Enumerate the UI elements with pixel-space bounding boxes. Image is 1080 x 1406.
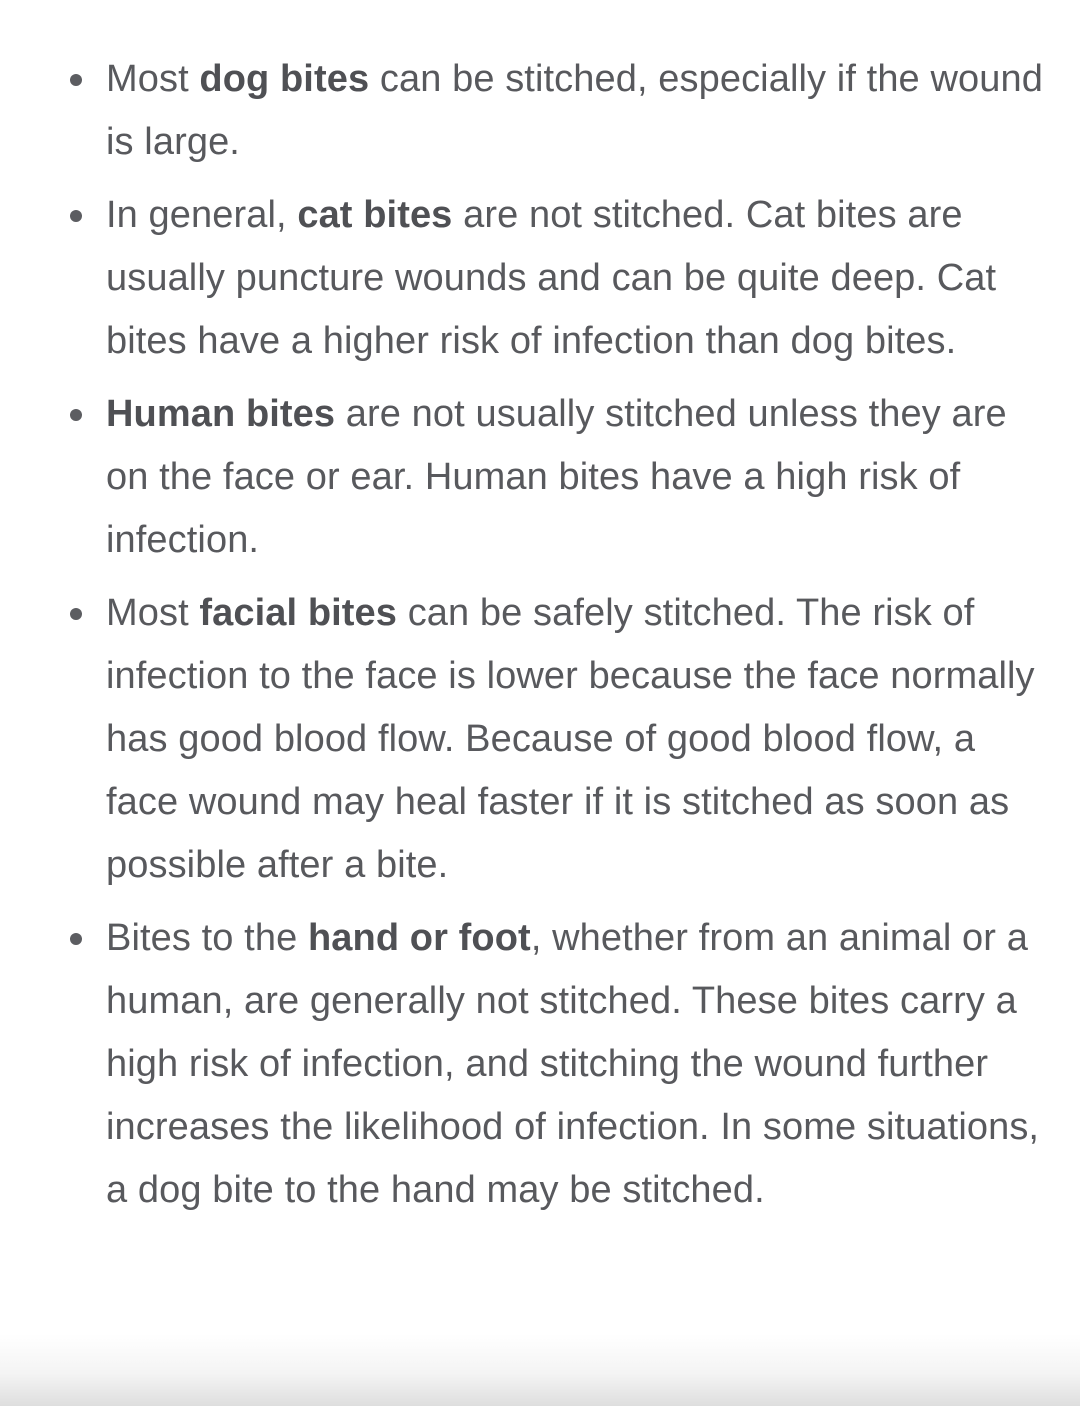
bites-stitching-list	[0, 48, 1080, 1222]
list-item-hand-foot-bites	[106, 907, 1050, 1222]
item-text-before: Bites to the	[106, 917, 308, 959]
list-item-dog-bites	[106, 48, 1050, 174]
list-item-human-bites	[106, 383, 1050, 572]
bullet-icon	[70, 608, 82, 620]
item-text-after: can be stitched, especially if the wound is large.	[106, 58, 1043, 163]
bullet-icon	[70, 409, 82, 421]
bullet-icon	[70, 74, 82, 86]
bottom-shadow-divider	[0, 1334, 1080, 1406]
item-bold-term: Human bites	[106, 393, 336, 435]
item-bold-term: facial bites	[199, 592, 398, 634]
item-text-after: can be safely stitched. The risk of infection to the face is lower because the face normally has good blood flow. Because of good blood flow, a face wound may heal faster if it is stitched as soon as possible after a bite.	[106, 592, 1035, 886]
list-item-cat-bites	[106, 184, 1050, 373]
item-text-after: , whether from an animal or a human, are generally not stitched. These bites carry a high risk of infection, and stitching the wound further increases the likelihood of infection. In some situations, a dog bite to the hand may be stitched.	[106, 917, 1040, 1211]
item-text-before: Most	[106, 592, 200, 634]
bullet-icon	[70, 210, 82, 222]
item-text-after: are not stitched. Cat bites are usually puncture wounds and can be quite deep. Cat bites have a higher risk of infection than dog bites.	[106, 194, 997, 362]
item-bold-term: cat bites	[297, 194, 453, 236]
article-content	[0, 48, 1080, 1232]
item-text-after: are not usually stitched unless they are on the face or ear. Human bites have a high risk of infection.	[106, 393, 1007, 561]
item-text-before: In general,	[106, 194, 298, 236]
item-bold-term: dog bites	[199, 58, 370, 100]
list-item-facial-bites	[106, 582, 1050, 897]
bullet-icon	[70, 933, 82, 945]
item-text-before: Most	[106, 58, 200, 100]
item-bold-term: hand or foot	[307, 917, 531, 959]
